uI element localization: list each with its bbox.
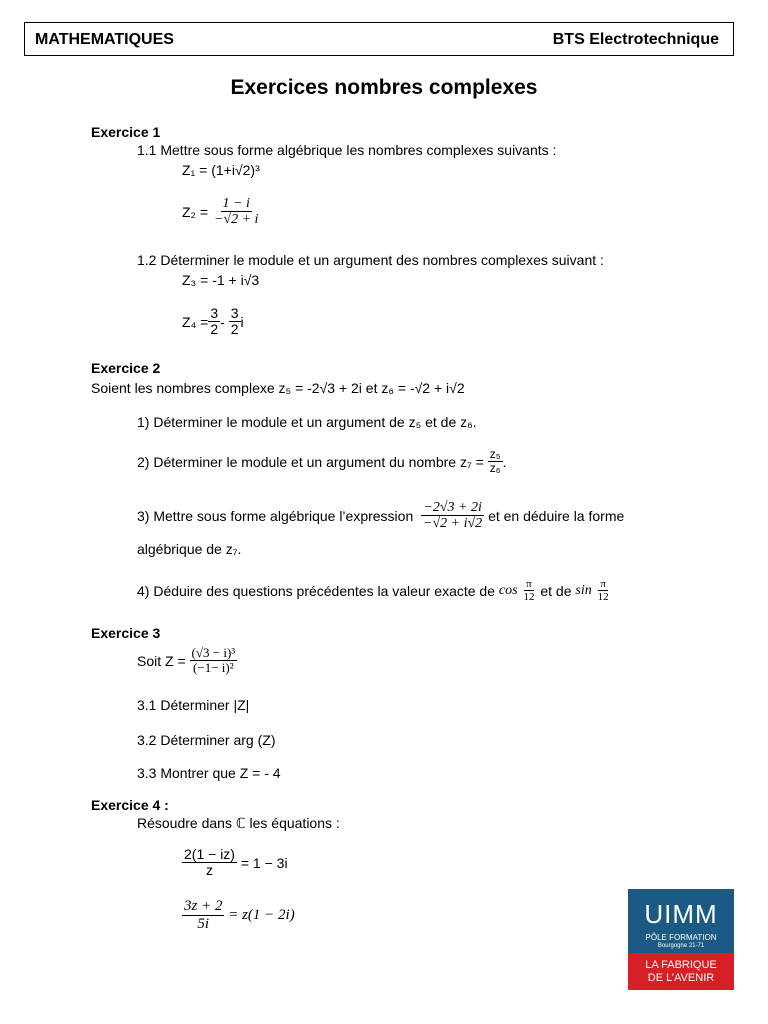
header-box bbox=[24, 22, 734, 56]
eq1-rhs: = 1 − 3i bbox=[240, 854, 288, 871]
ex1-q1: 1.1 Mettre sous forme algébrique les nombres complexes suivants : bbox=[137, 142, 557, 158]
ex2-intro: Soient les nombres complexe z₅ = -2√3 + 2i et z₆ = -√2 + i√2 bbox=[91, 380, 465, 396]
z4-minus: - bbox=[220, 313, 225, 330]
ex3-num: (√3 − i)³ bbox=[191, 645, 236, 660]
logo-uimm-text: UIMM bbox=[644, 899, 718, 929]
q3-num: −2√3 + 2i bbox=[423, 500, 482, 515]
q3-den: −√2 + i√2 bbox=[423, 516, 483, 532]
ex1-z1: Z₁ = (1+i√2)³ bbox=[182, 162, 260, 178]
ex1-heading: Exercice 1 bbox=[91, 124, 161, 140]
ex1-z2 bbox=[182, 196, 260, 228]
ex3-q1: 3.1 Déterminer |Z| bbox=[137, 697, 250, 713]
ex1-z3: Z₃ = -1 + i√3 bbox=[182, 272, 260, 288]
ex3-den: (−1− i)² bbox=[193, 660, 234, 676]
uimm-logo bbox=[628, 889, 734, 990]
z4-den-2: 2 bbox=[230, 321, 239, 338]
ex2-q2-dot: . bbox=[502, 453, 507, 470]
logo-bourgogne: Bourgogne 21-71 bbox=[657, 943, 705, 949]
ex4-eq1 bbox=[182, 847, 288, 879]
logo-red-block bbox=[628, 953, 734, 990]
eq2-den: 5i bbox=[197, 915, 210, 932]
eq2-fraction bbox=[182, 898, 224, 932]
eq2-num: 3z + 2 bbox=[184, 898, 223, 914]
cos-pi: π bbox=[526, 578, 532, 590]
eq2-rhs: = z(1 − 2i) bbox=[228, 906, 295, 923]
sin-12: 12 bbox=[597, 591, 609, 604]
ex4-intro: Résoudre dans ℂ les équations : bbox=[137, 815, 340, 831]
ex2-q1: 1) Déterminer le module et un argument de z₅ et de z₆. bbox=[137, 414, 477, 430]
ex2-q4-text: 4) Déduire des questions précédentes la valeur exacte de bbox=[137, 582, 495, 599]
z7-num: z₅ bbox=[489, 447, 501, 461]
ex2-q2 bbox=[137, 448, 506, 475]
logo-blue-block bbox=[628, 889, 734, 953]
z2-label: Z₂ = bbox=[182, 203, 209, 220]
eq1-num: 2(1 − iz) bbox=[184, 846, 235, 862]
ex1-z4 bbox=[182, 306, 244, 338]
z4-fraction-2 bbox=[229, 306, 241, 338]
header-subject: MATHEMATIQUES bbox=[35, 31, 174, 48]
sin-pi: π bbox=[600, 578, 606, 590]
cos-12: 12 bbox=[523, 591, 535, 604]
ex2-q4-and: et de bbox=[540, 582, 572, 599]
q3-fraction bbox=[421, 500, 484, 532]
z4-num-1: 3 bbox=[210, 305, 219, 321]
ex3-fraction bbox=[190, 646, 238, 676]
eq1-den: z bbox=[205, 862, 213, 879]
ex2-q4 bbox=[137, 578, 611, 603]
logo-avenir: DE L’AVENIR bbox=[647, 972, 715, 984]
ex3-q2: 3.2 Déterminer arg (Z) bbox=[137, 732, 276, 748]
z4-den-1: 2 bbox=[210, 321, 219, 338]
logo-pole-formation: PÔLE FORMATION bbox=[645, 933, 717, 942]
ex2-q3-text: 3) Mettre sous forme algébrique l’expression bbox=[137, 507, 414, 524]
cos-label: cos bbox=[498, 582, 518, 598]
eq1-fraction bbox=[182, 847, 237, 879]
z2-fraction bbox=[212, 196, 260, 228]
logo-fabrique: LA FABRIQUE bbox=[645, 959, 717, 971]
ex2-q3-end: et en déduire la forme bbox=[488, 507, 625, 524]
sin-label: sin bbox=[575, 582, 592, 598]
header-course: BTS Electrotechnique bbox=[552, 31, 719, 48]
z4-label: Z₄ = bbox=[182, 313, 209, 330]
ex4-eq2 bbox=[182, 898, 295, 932]
ex4-heading: Exercice 4 : bbox=[91, 797, 169, 813]
ex1-q2: 1.2 Déterminer le module et un argument des nombres complexes suivant : bbox=[137, 252, 604, 268]
z4-num-2: 3 bbox=[230, 305, 239, 321]
ex3-z bbox=[137, 646, 237, 676]
ex3-soit: Soit Z = bbox=[137, 652, 186, 669]
page-title: Exercices nombres complexes bbox=[230, 76, 538, 99]
ex2-q2-text: 2) Déterminer le module et un argument du nombre z₇ = bbox=[137, 453, 484, 470]
ex2-heading: Exercice 2 bbox=[91, 360, 161, 376]
z2-denominator: −√2 + i bbox=[213, 212, 259, 228]
ex2-q3 bbox=[137, 500, 624, 532]
ex3-heading: Exercice 3 bbox=[91, 625, 161, 641]
z4-fraction-1 bbox=[208, 306, 220, 338]
cos-fraction bbox=[521, 578, 536, 603]
ex3-q3: 3.3 Montrer que Z = - 4 bbox=[137, 765, 281, 781]
sin-fraction bbox=[596, 578, 611, 603]
z7-fraction bbox=[488, 448, 503, 475]
z7-den: z₆ bbox=[489, 461, 501, 476]
z2-numerator: 1 − i bbox=[222, 196, 250, 211]
z4-i: i bbox=[240, 313, 244, 330]
ex2-q3-line2: algébrique de z₇. bbox=[137, 541, 242, 557]
